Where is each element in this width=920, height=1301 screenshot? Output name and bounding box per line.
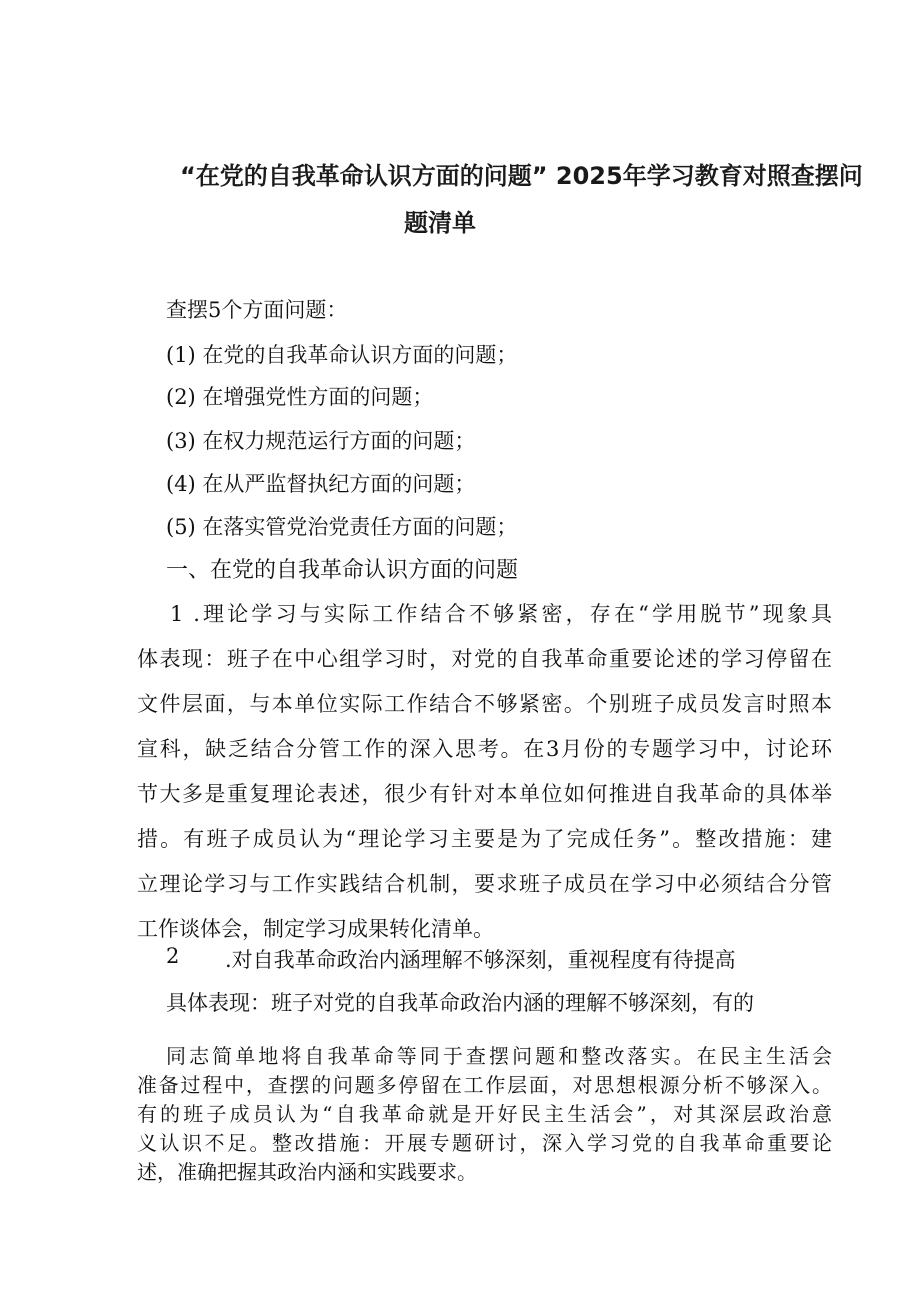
document-title-line-2: 题清单 bbox=[404, 209, 476, 237]
item-title: .对自我革命政治内涵理解不够深刻，重视程度有待提高 bbox=[225, 948, 736, 972]
paragraph-line: 具体表现：班子对党的自我革命政治内涵的理解不够深刻，有的 bbox=[166, 991, 754, 1015]
intro-text: 查摆5个方面问题： bbox=[166, 298, 348, 322]
paragraph-line: 文件层面，与本单位实际工作结合不够紧密。个别班子成员发言时照本 bbox=[137, 692, 832, 716]
paragraph-line: 义认识不足。整改措施：开展专题研讨，深入学习党的自我革命重要论 bbox=[137, 1131, 832, 1155]
document-title-line-1: “在党的自我革命认识方面的问题” 2025年学习教育对照查摆问 bbox=[180, 162, 863, 190]
issue-list-item: (2) 在增强党性方面的问题； bbox=[166, 385, 434, 409]
section-heading: 一、在党的自我革命认识方面的问题 bbox=[166, 558, 519, 583]
paragraph-line: 体表现：班子在中心组学习时，对党的自我革命重要论述的学习停留在 bbox=[137, 647, 832, 671]
paragraph-line: 述，准确把握其政治内涵和实践要求。 bbox=[137, 1160, 477, 1184]
paragraph-line: 立理论学习与工作实践结合机制，要求班子成员在学习中必须结合分管 bbox=[137, 872, 832, 896]
paragraph-line: 有的班子成员认为“自我革命就是开好民主生活会”，对其深层政治意 bbox=[137, 1102, 832, 1126]
paragraph-line: 措。有班子成员认为“理论学习主要是为了完成任务”。整改措施：建 bbox=[137, 827, 832, 851]
issue-list-item: (5) 在落实管党治党责任方面的问题； bbox=[166, 515, 518, 539]
paragraph-line: 宣科，缺乏结合分管工作的深入思考。在3月份的专题学习中，讨论环 bbox=[137, 737, 832, 761]
item-number: 2 bbox=[166, 944, 180, 968]
issue-list-item: (3) 在权力规范运行方面的问题； bbox=[166, 429, 476, 453]
paragraph-line: 同志简单地将自我革命等同于查摆问题和整改落实。在民主生活会 bbox=[166, 1044, 832, 1068]
paragraph-line: 节大多是重复理论表述，很少有针对本单位如何推进自我革命的具体举 bbox=[137, 782, 832, 806]
paragraph-line: 1 .理论学习与实际工作结合不够紧密，存在“学用脱节”现象具 bbox=[170, 602, 832, 626]
issue-list-item: (4) 在从严监督执纪方面的问题； bbox=[166, 472, 476, 496]
paragraph-line: 工作谈体会，制定学习成果转化清单。 bbox=[137, 917, 494, 941]
paragraph-line: 准备过程中，查摆的问题多停留在工作层面，对思想根源分析不够深入。 bbox=[137, 1073, 832, 1097]
issue-list-item: (1) 在党的自我革命认识方面的问题； bbox=[166, 343, 518, 367]
